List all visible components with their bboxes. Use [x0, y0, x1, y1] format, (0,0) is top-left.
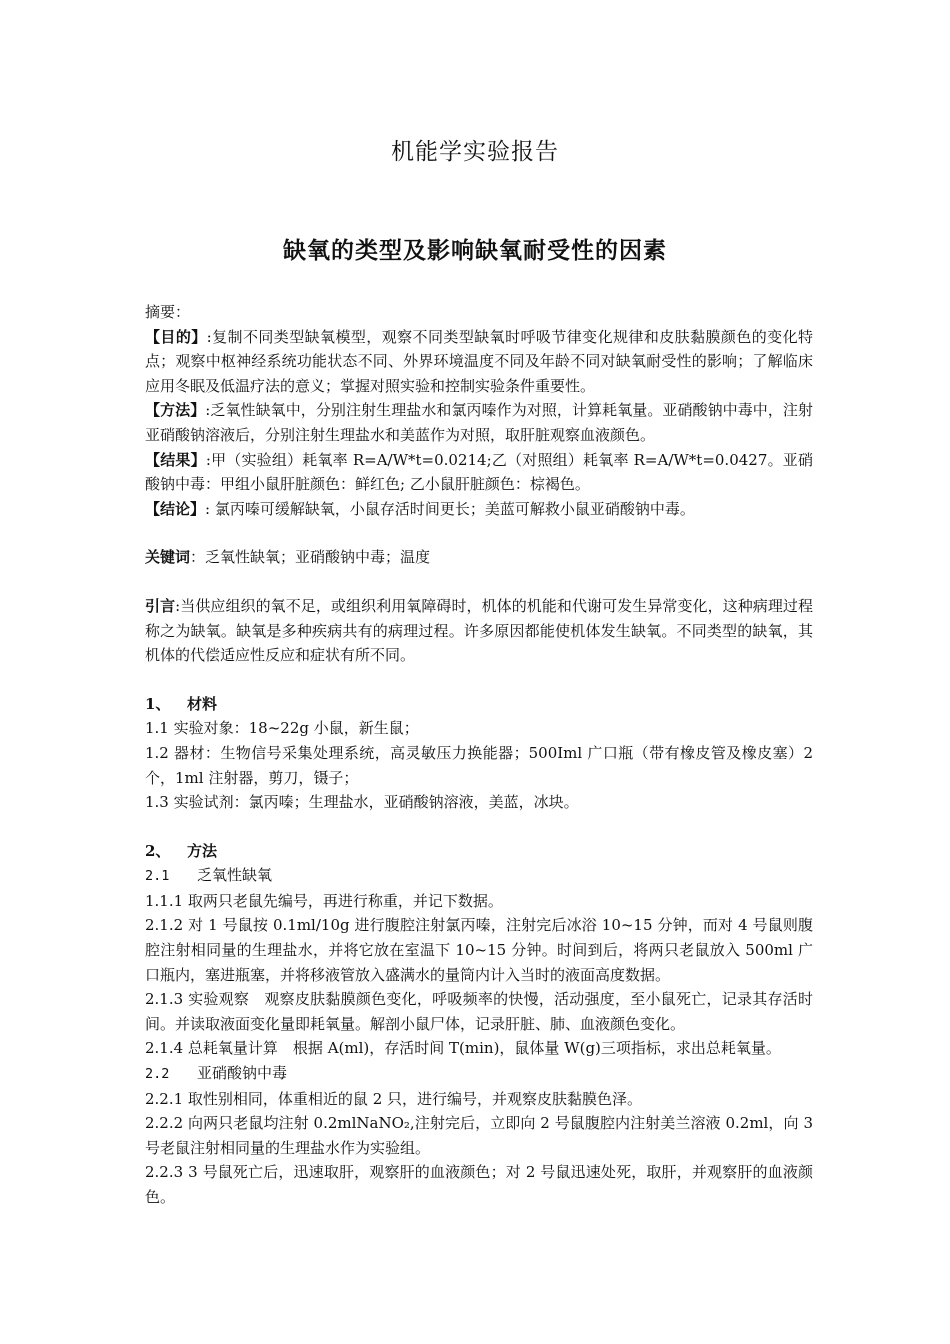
keywords-label: 关键词: [145, 548, 191, 567]
method-item: 2.1.2 对 1 号鼠按 0.1ml/10g 进行腹腔注射氯丙嗪，注射完后冰浴 10~15 分钟，而对 4 号鼠则腹腔注射相同量的生理盐水，并将它放在室温下 10~15 分钟。时间到后，将两只老鼠放入 500ml 广口瓶内，塞进瓶塞，并将移液管放入盛满水的量筒内计入当时的液面高度数据。: [145, 916, 813, 984]
materials-item: 1.2 器材：生物信号采集处理系统，高灵敏压力换能器；500Iml 广口瓶（带有橡皮管及橡皮塞）2 个，1ml 注射器，剪刀，镊子；: [145, 743, 813, 787]
method-item: 1.1.1 取两只老鼠先编号，再进行称重，并记下数据。: [145, 891, 503, 910]
subsection-heading-hypoxia: [145, 863, 813, 889]
method-item: 2.1.3 实验观察 观察皮肤黏膜颜色变化，呼吸频率的快慢，活动强度，至小鼠死亡，记录其存活时间。并读取液面变化量即耗氧量。解剖小鼠尸体，记录肝脏、肺、血液颜色变化。: [145, 990, 813, 1033]
conclusion-text: : 氯丙嗪可缓解缺氧，小鼠存活时间更长；美蓝可解救小鼠亚硝酸钠中毒。: [205, 499, 695, 518]
section-heading-methods: [145, 839, 813, 864]
document-body: [145, 300, 813, 1210]
conclusion-label: 【结论】: [145, 499, 206, 518]
purpose-label: 【目的】: [145, 327, 207, 346]
abstract-method: [145, 398, 813, 447]
paper-title: 缺氧的类型及影响缺氧耐受性的因素: [283, 237, 667, 264]
section2-num: 2、: [145, 841, 171, 860]
method-text: :乏氧性缺氧中，分别注射生理盐水和氯丙嗪作为对照，计算耗氧量。亚硝酸钠中毒中，注射亚硝酸钠溶液后，分别注射生理盐水和美蓝作为对照，取肝脏观察血液颜色。: [145, 401, 813, 444]
method-item: 2.2.1 取性别相同，体重相近的鼠 2 只，进行编号，并观察皮肤黏膜色泽。: [145, 1089, 643, 1108]
section1-num: 1、: [145, 694, 171, 713]
abstract-purpose: [145, 325, 813, 399]
abstract-heading: 摘要：: [145, 303, 191, 321]
result-text: :甲（实验组）耗氧率 R=A/W*t=0.0214;乙（对照组）耗氧率 R=A/W*t=0.0427。亚硝酸钠中毒：甲组小鼠肝脏颜色：鲜红色; 乙小鼠肝脏颜色：棕褐色。: [145, 450, 813, 494]
sub1-num: 2.1: [145, 868, 170, 885]
keywords-text: ：乏氧性缺氧；亚硝酸钠中毒；温度: [190, 548, 431, 567]
subsection-heading-nitrite: [145, 1061, 813, 1087]
materials-item: 1.3 实验试剂：氯丙嗪；生理盐水，亚硝酸钠溶液，美蓝，冰块。: [145, 793, 579, 812]
section1-title: 材料: [187, 694, 218, 713]
abstract-result: [145, 448, 813, 497]
method-item: 2.2.3 3 号鼠死亡后，迅速取肝，观察肝的血液颜色；对 2 号鼠迅速处死，取肝，并观察肝的血液颜色。: [145, 1163, 813, 1206]
section2-title: 方法: [187, 841, 218, 860]
method-label: 【方法】: [145, 401, 206, 420]
purpose-text: :复制不同类型缺氧模型，观察不同类型缺氧时呼吸节律变化规律和皮肤黏膜颜色的变化特点；观察中枢神经系统功能状态不同、外界环境温度不同及年龄不同对缺氧耐受性的影响；了解临床应用冬眠及低温疗法的意义；掌握对照实验和控制实验条件重要性。: [145, 327, 813, 395]
intro-text: :当供应组织的氧不足，或组织利用氧障碍时，机体的机能和代谢可发生异常变化，这种病理过程称之为缺氧。缺氧是多种疾病共有的病理过程。许多原因都能使机体发生缺氧。不同类型的缺氧，其机体的代偿适应性反应和症状有所不同。: [145, 596, 813, 665]
intro-label: 引言: [145, 596, 176, 615]
method-item: 2.1.4 总耗氧量计算 根据 A(ml)，存活时间 T(min)，鼠体量 W(g)三项指标，求出总耗氧量。: [145, 1039, 781, 1058]
abstract-conclusion: [145, 497, 813, 522]
section-heading-materials: [145, 692, 813, 717]
materials-item: 1.1 实验对象：18~22g 小鼠，新生鼠；: [145, 719, 419, 738]
sub1-title: 乏氧性缺氧: [197, 866, 273, 885]
sub2-num: 2.2: [145, 1066, 170, 1083]
report-title: 机能学实验报告: [391, 139, 559, 165]
introduction: [145, 594, 813, 668]
method-item: 2.2.2 向两只老鼠均注射 0.2mlNaNO₂,注射完后，立即向 2 号鼠腹腔内注射美兰溶液 0.2ml，向 3 号老鼠注射相同量的生理盐水作为实验组。: [145, 1114, 813, 1157]
result-label: 【结果】: [145, 450, 206, 469]
sub2-title: 亚硝酸钠中毒: [197, 1064, 288, 1083]
keywords: [145, 545, 813, 570]
